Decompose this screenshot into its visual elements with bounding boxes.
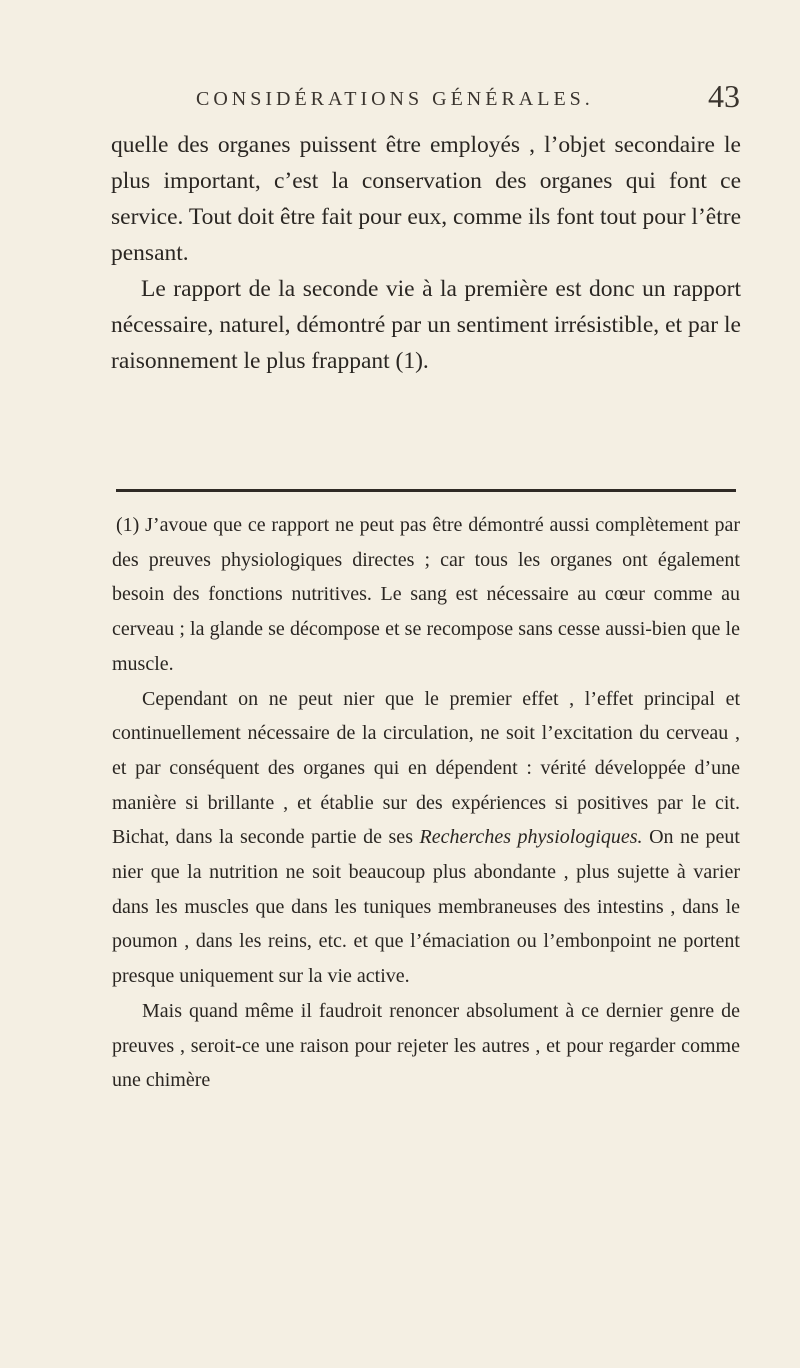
footnote-paragraph-2-text-a: Cependant on ne peut nier que le premier effet , l’effet principal et continuellement nécessaire de la circulation, ne soit l’excitation du cerveau , et par conséquent des organes qui en dépendent : vérité développée d’une manière si brillante , et établie sur des expériences si positives par le cit. Bichat, dans la seconde partie de ses xyxy=(112,687,740,849)
main-paragraph-2: Le rapport de la seconde vie à la première est donc un rapport nécessaire, naturel, démontré par un sentiment irrésistible, et par le raisonnement le plus frappant (1). xyxy=(111,276,741,374)
page-header xyxy=(196,78,740,118)
page-number: 43 xyxy=(708,78,740,114)
main-paragraph-1: quelle des organes puissent être employés , l’objet secondaire le plus important, c’est la conservation des organes qui font ce service. Tout doit être fait pour eux, comme ils font tout pour l’être pensant. xyxy=(111,132,741,266)
cited-work-title: Recherches physiologiques. xyxy=(419,826,643,849)
footnote-separator-rule xyxy=(116,489,736,492)
footnote-paragraph-2-text-b: On ne peut nier que la nutrition ne soit beaucoup plus abondante , plus sujette à varier dans les muscles que dans les tuniques membraneuses des intestins , dans le poumon , dans les reins, etc. et que l’émaciation ou l’embonpoint ne portent presque uniquement sur la vie active. xyxy=(112,826,740,988)
footnote-paragraph-3: Mais quand même il faudroit renoncer absolument à ce dernier genre de preuves , seroit-ce une raison pour rejeter les autres , et pour regarder comme une chimère xyxy=(112,999,740,1092)
running-head: CONSIDÉRATIONS GÉNÉRALES. xyxy=(196,88,594,110)
footnote xyxy=(112,508,740,1098)
main-text xyxy=(111,127,741,379)
footnote-paragraph-2 xyxy=(112,682,740,994)
footnote-paragraph-1: (1) J’avoue que ce rapport ne peut pas être démontré aussi complètement par des preuves physiologiques directes ; car tous les organes ont également besoin des fonctions nutritives. Le sang est nécessaire au cœur comme au cerveau ; la glande se décompose et se recompose sans cesse aussi-bien que le muscle. xyxy=(112,514,740,675)
